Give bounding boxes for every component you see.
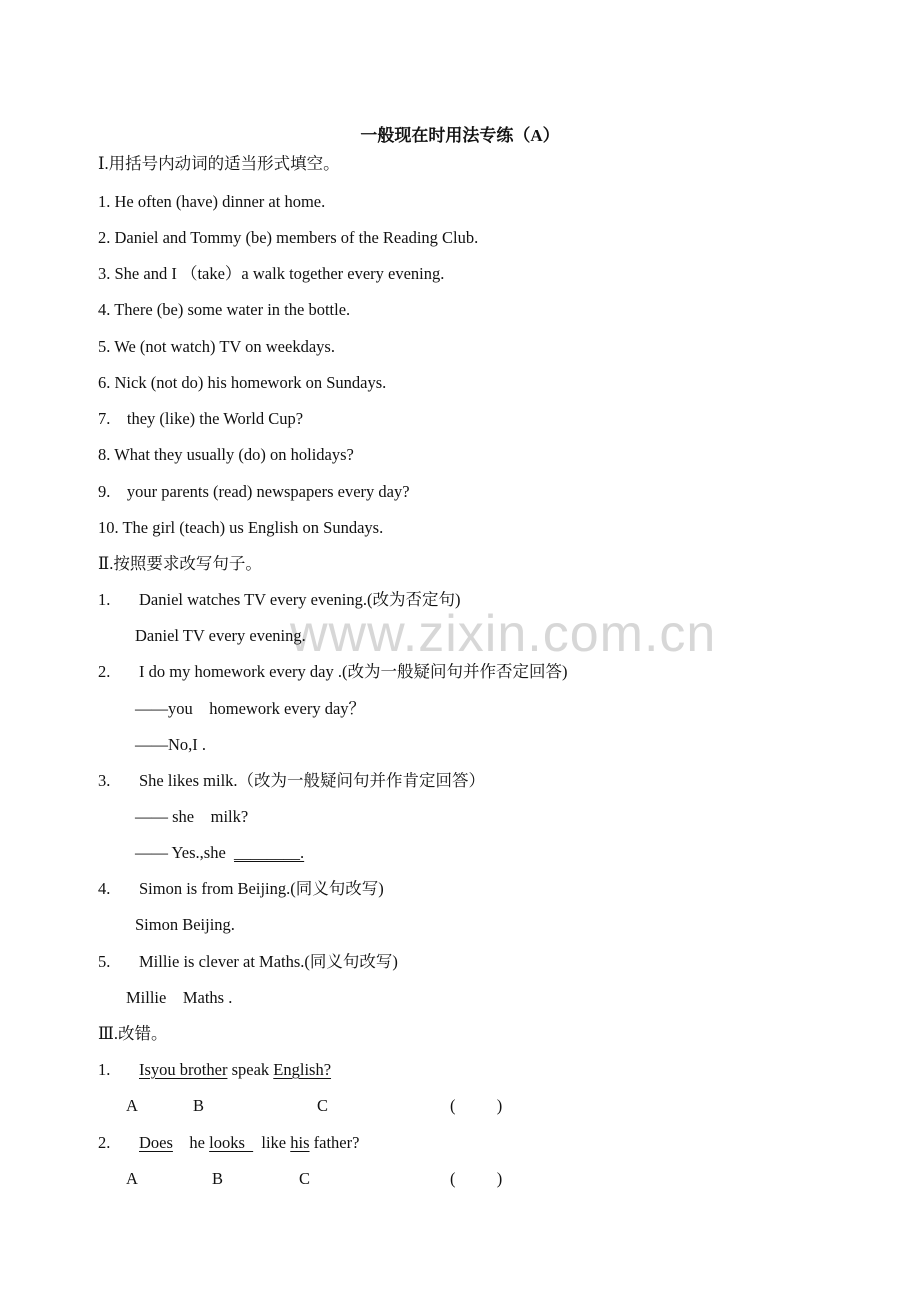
question-number: 2.	[98, 1133, 111, 1152]
option-c-text: English?	[273, 1060, 332, 1079]
section1-item: 10. The girl (teach) us English on Sundays.	[98, 518, 384, 537]
section1-item: 8. What they usually (do) on holidays?	[98, 445, 354, 464]
section1-item: 2. Daniel and Tommy (be) members of the Reading Club.	[98, 228, 479, 247]
section1-heading: Ⅰ.用括号内动词的适当形式填空。	[98, 154, 340, 173]
answer-line: Simon Beijing.	[135, 915, 235, 934]
error-sentence: Does he looks like his father?	[139, 1133, 360, 1152]
option-c-text: his	[290, 1133, 310, 1152]
error-sentence: Isyou brother speak English?	[139, 1060, 332, 1079]
section1-item: 7. they (like) the World Cup?	[98, 409, 304, 428]
option-label-b: B	[212, 1169, 224, 1188]
answer-line: Millie Maths .	[126, 988, 233, 1007]
answer-line: Daniel TV every evening.	[135, 626, 306, 645]
option-a-text: Isyou brother	[139, 1060, 228, 1079]
option-a-text: Does	[139, 1133, 173, 1152]
section1-item: 6. Nick (not do) his homework on Sundays.	[98, 373, 387, 392]
section1-item: 4. There (be) some water in the bottle.	[98, 300, 351, 319]
option-label-a: A	[126, 1096, 138, 1115]
question-number: 4.	[98, 879, 111, 898]
answer-parentheses: ( )	[450, 1096, 503, 1115]
question-text: I do my homework every day .(改为一般疑问句并作否定回答)	[139, 662, 568, 681]
question-number: 2.	[98, 662, 111, 681]
section2-heading: Ⅱ.按照要求改写句子。	[98, 554, 262, 573]
answer-parentheses: ( )	[450, 1169, 503, 1188]
section1-item: 3. She and I （take）a walk together every evening.	[98, 264, 445, 283]
section1-item: 1. He often (have) dinner at home.	[98, 192, 326, 211]
question-number: 1.	[98, 1060, 111, 1079]
answer-line: ——No,I .	[135, 735, 207, 754]
option-b-text: looks	[209, 1133, 254, 1152]
question-text: She likes milk.（改为一般疑问句并作肯定回答）	[139, 771, 486, 790]
page-title: 一般现在时用法专练（A）	[360, 126, 560, 145]
answer-line: ——you homework every day？	[135, 699, 366, 718]
answer-prefix: —— Yes.,she	[135, 843, 226, 862]
section3-heading: Ⅲ.改错。	[98, 1024, 168, 1043]
question-number: 5.	[98, 952, 111, 971]
answer-line	[135, 843, 304, 863]
option-label-b: B	[193, 1096, 205, 1115]
watermark: www.zixin.com.cn	[290, 605, 717, 663]
question-number: 1.	[98, 590, 111, 609]
question-text: Daniel watches TV every evening.(改为否定句)	[139, 590, 461, 609]
question-text: Millie is clever at Maths.(同义句改写)	[139, 952, 398, 971]
answer-blank: ________.	[234, 843, 305, 862]
question-text: Simon is from Beijing.(同义句改写)	[139, 879, 384, 898]
section1-item: 5. We (not watch) TV on weekdays.	[98, 337, 335, 356]
section1-item: 9. your parents (read) newspapers every day?	[98, 482, 410, 501]
option-label-c: C	[317, 1096, 329, 1115]
option-label-c: C	[299, 1169, 311, 1188]
option-label-a: A	[126, 1169, 138, 1188]
answer-line: —— she milk?	[135, 807, 249, 826]
question-number: 3.	[98, 771, 111, 790]
